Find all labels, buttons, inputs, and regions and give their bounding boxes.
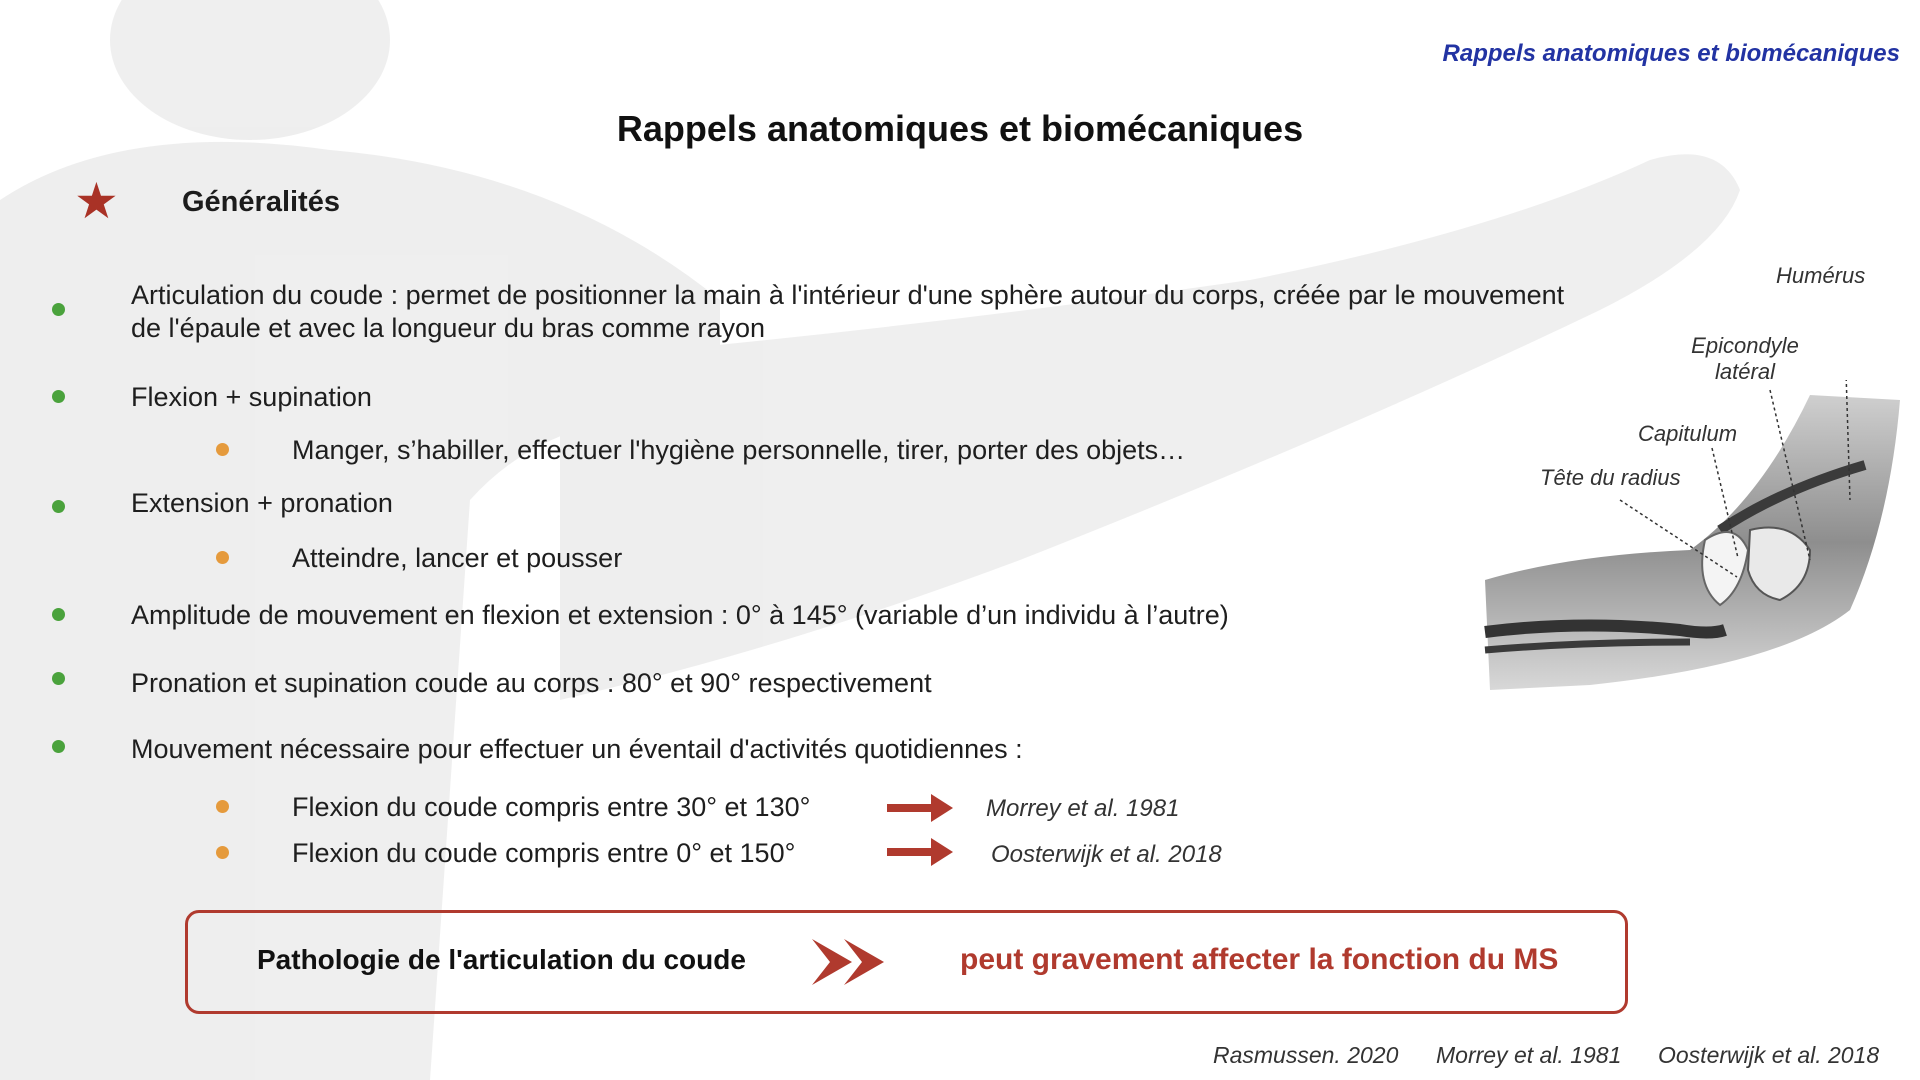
bullet-dot (52, 672, 65, 685)
sub-bullet-text: Manger, s’habiller, effectuer l'hygiène personnelle, tirer, porter des objets… (292, 435, 1186, 465)
section-title: Généralités (182, 186, 340, 218)
arrow-right-icon (887, 836, 957, 868)
footer-ref: Oosterwijk et al. 2018 (1658, 1042, 1880, 1068)
callout-right-text: peut gravement affecter la fonction du MS (960, 943, 1559, 976)
citation-ref: Morrey et al. 1981 (986, 795, 1180, 822)
sub-bullet-dot (216, 800, 229, 813)
callout-left-text: Pathologie de l'articulation du coude (257, 944, 746, 975)
double-arrow-icon (812, 937, 902, 987)
bullet-text-line: de l'épaule et avec la longueur du bras comme rayon (131, 313, 766, 343)
sub-bullet-dot (216, 846, 229, 859)
bullet-dot (52, 500, 65, 513)
sub-bullet-dot (216, 551, 229, 564)
citation-ref: Oosterwijk et al. 2018 (991, 841, 1222, 868)
header-title: Rappels anatomiques et biomécaniques (1442, 40, 1900, 67)
bullet-text (131, 279, 1691, 345)
bullet-dot (52, 303, 65, 316)
bullet-text: Flexion + supination (131, 382, 372, 412)
footer-ref: Rasmussen. 2020 (1213, 1042, 1399, 1068)
bullet-dot (52, 740, 65, 753)
bullet-text-line: Articulation du coude : permet de positionner la main à l'intérieur d'une sphère autour du corps, créée par le mouvement (131, 280, 1565, 310)
arrow-right-icon (887, 792, 957, 824)
bullet-text: Mouvement nécessaire pour effectuer un éventail d'activités quotidiennes : (131, 734, 1023, 764)
footer-ref: Morrey et al. 1981 (1436, 1042, 1622, 1068)
label-epicondyle-line: latéral (1715, 359, 1775, 384)
label-humerus: Humérus (1776, 263, 1866, 288)
bullet-dot (52, 390, 65, 403)
label-epicondyle-line: Epicondyle (1691, 333, 1799, 358)
bullet-text: Pronation et supination coude au corps : 80° et 90° respectivement (131, 668, 932, 698)
sub-bullet-text: Atteindre, lancer et pousser (292, 543, 623, 573)
sub-bullet-dot (216, 443, 229, 456)
page-title: Rappels anatomiques et biomécaniques (616, 108, 1304, 149)
label-capitulum: Capitulum (1638, 421, 1738, 446)
label-epicondyle (1680, 333, 1810, 385)
bullet-text: Amplitude de mouvement en flexion et extension : 0° à 145° (variable d’un individu à l’autre) (131, 600, 1229, 630)
sub-bullet-text: Flexion du coude compris entre 30° et 130° (292, 792, 811, 822)
star-icon: ★ (74, 173, 119, 229)
bullet-dot (52, 608, 65, 621)
label-radius-head: Tête du radius (1540, 465, 1681, 490)
sub-bullet-text: Flexion du coude compris entre 0° et 150° (292, 838, 796, 868)
bullet-text: Extension + pronation (131, 488, 393, 518)
